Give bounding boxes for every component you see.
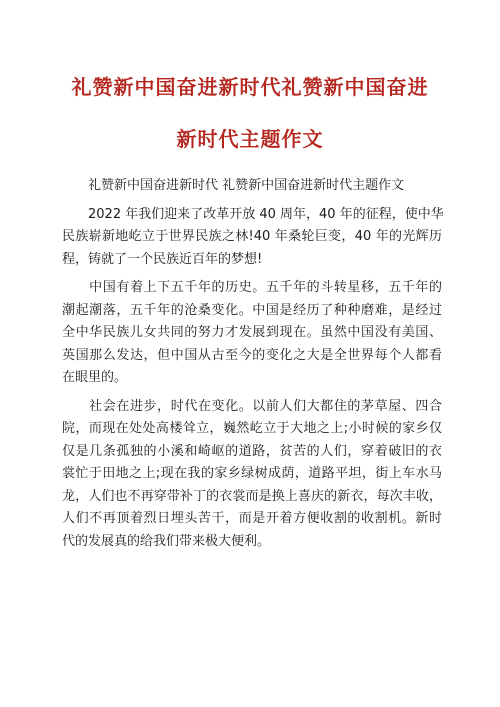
paragraph-line: 院，而现在处处高楼耸立，巍然屹立于大地之上;小时候的家乡仅 <box>62 421 442 436</box>
paragraph-line: 代的发展真的给我们带来极大便利。 <box>62 533 271 549</box>
paragraph-line: 裳忙于田地之上;现在我的家乡绿树成荫，道路平坦，街上车水马 <box>62 466 442 481</box>
paragraph-line: 仅是几条孤独的小溪和崎岖的道路，贫苦的人们，穿着破旧的衣 <box>62 443 442 459</box>
paragraph-line: 英国那么发达，但中国从古至今的变化之大是全世界每个人都看 <box>62 347 442 363</box>
paragraph-line: 社会在进步，时代在变化。以前人们大都住的茅草屋、四合 <box>62 398 442 414</box>
paragraph-anniversary <box>62 204 442 272</box>
paragraph-society <box>62 396 442 554</box>
paragraph-line: 2022 年我们迎来了改革开放 40 周年，40 年的征程，使中华 <box>62 206 444 222</box>
paragraph-line: 程，铸就了一个民族近百年的梦想! <box>62 251 263 267</box>
paragraph-line: 龙，人们也不再穿带补丁的衣裳而是换上喜庆的新衣，每次丰收， <box>62 488 442 504</box>
paragraph-line: 礼赞新中国奋进新时代 礼赞新中国奋进新时代主题作文 <box>62 178 405 193</box>
paragraph-line: 中国有着上下五千年的历史。五千年的斗转星移，五千年的 <box>62 280 442 295</box>
title-line-2: 新时代主题作文 <box>176 127 324 151</box>
paragraph-line: 民族崭新地屹立于世界民族之林!40 年桑轮巨变，40 年的光辉历 <box>62 229 442 244</box>
paragraph-subtitle <box>62 175 442 198</box>
title-line-1: 礼赞新中国奋进新时代礼赞新中国奋进 <box>71 75 429 99</box>
paragraph-history <box>62 277 442 390</box>
paragraph-line: 人们不再顶着烈日埋头苦干，而是开着方便收割的收割机。新时 <box>62 511 442 526</box>
paragraph-line: 潮起潮落，五千年的沧桑变化。中国是经历了种种磨难，是经过 <box>62 302 442 318</box>
essay-body <box>62 175 442 553</box>
paragraph-line: 全中华民族儿女共同的努力才发展到现在。虽然中国没有美国、 <box>62 325 442 340</box>
paragraph-line: 在眼里的。 <box>62 370 128 385</box>
